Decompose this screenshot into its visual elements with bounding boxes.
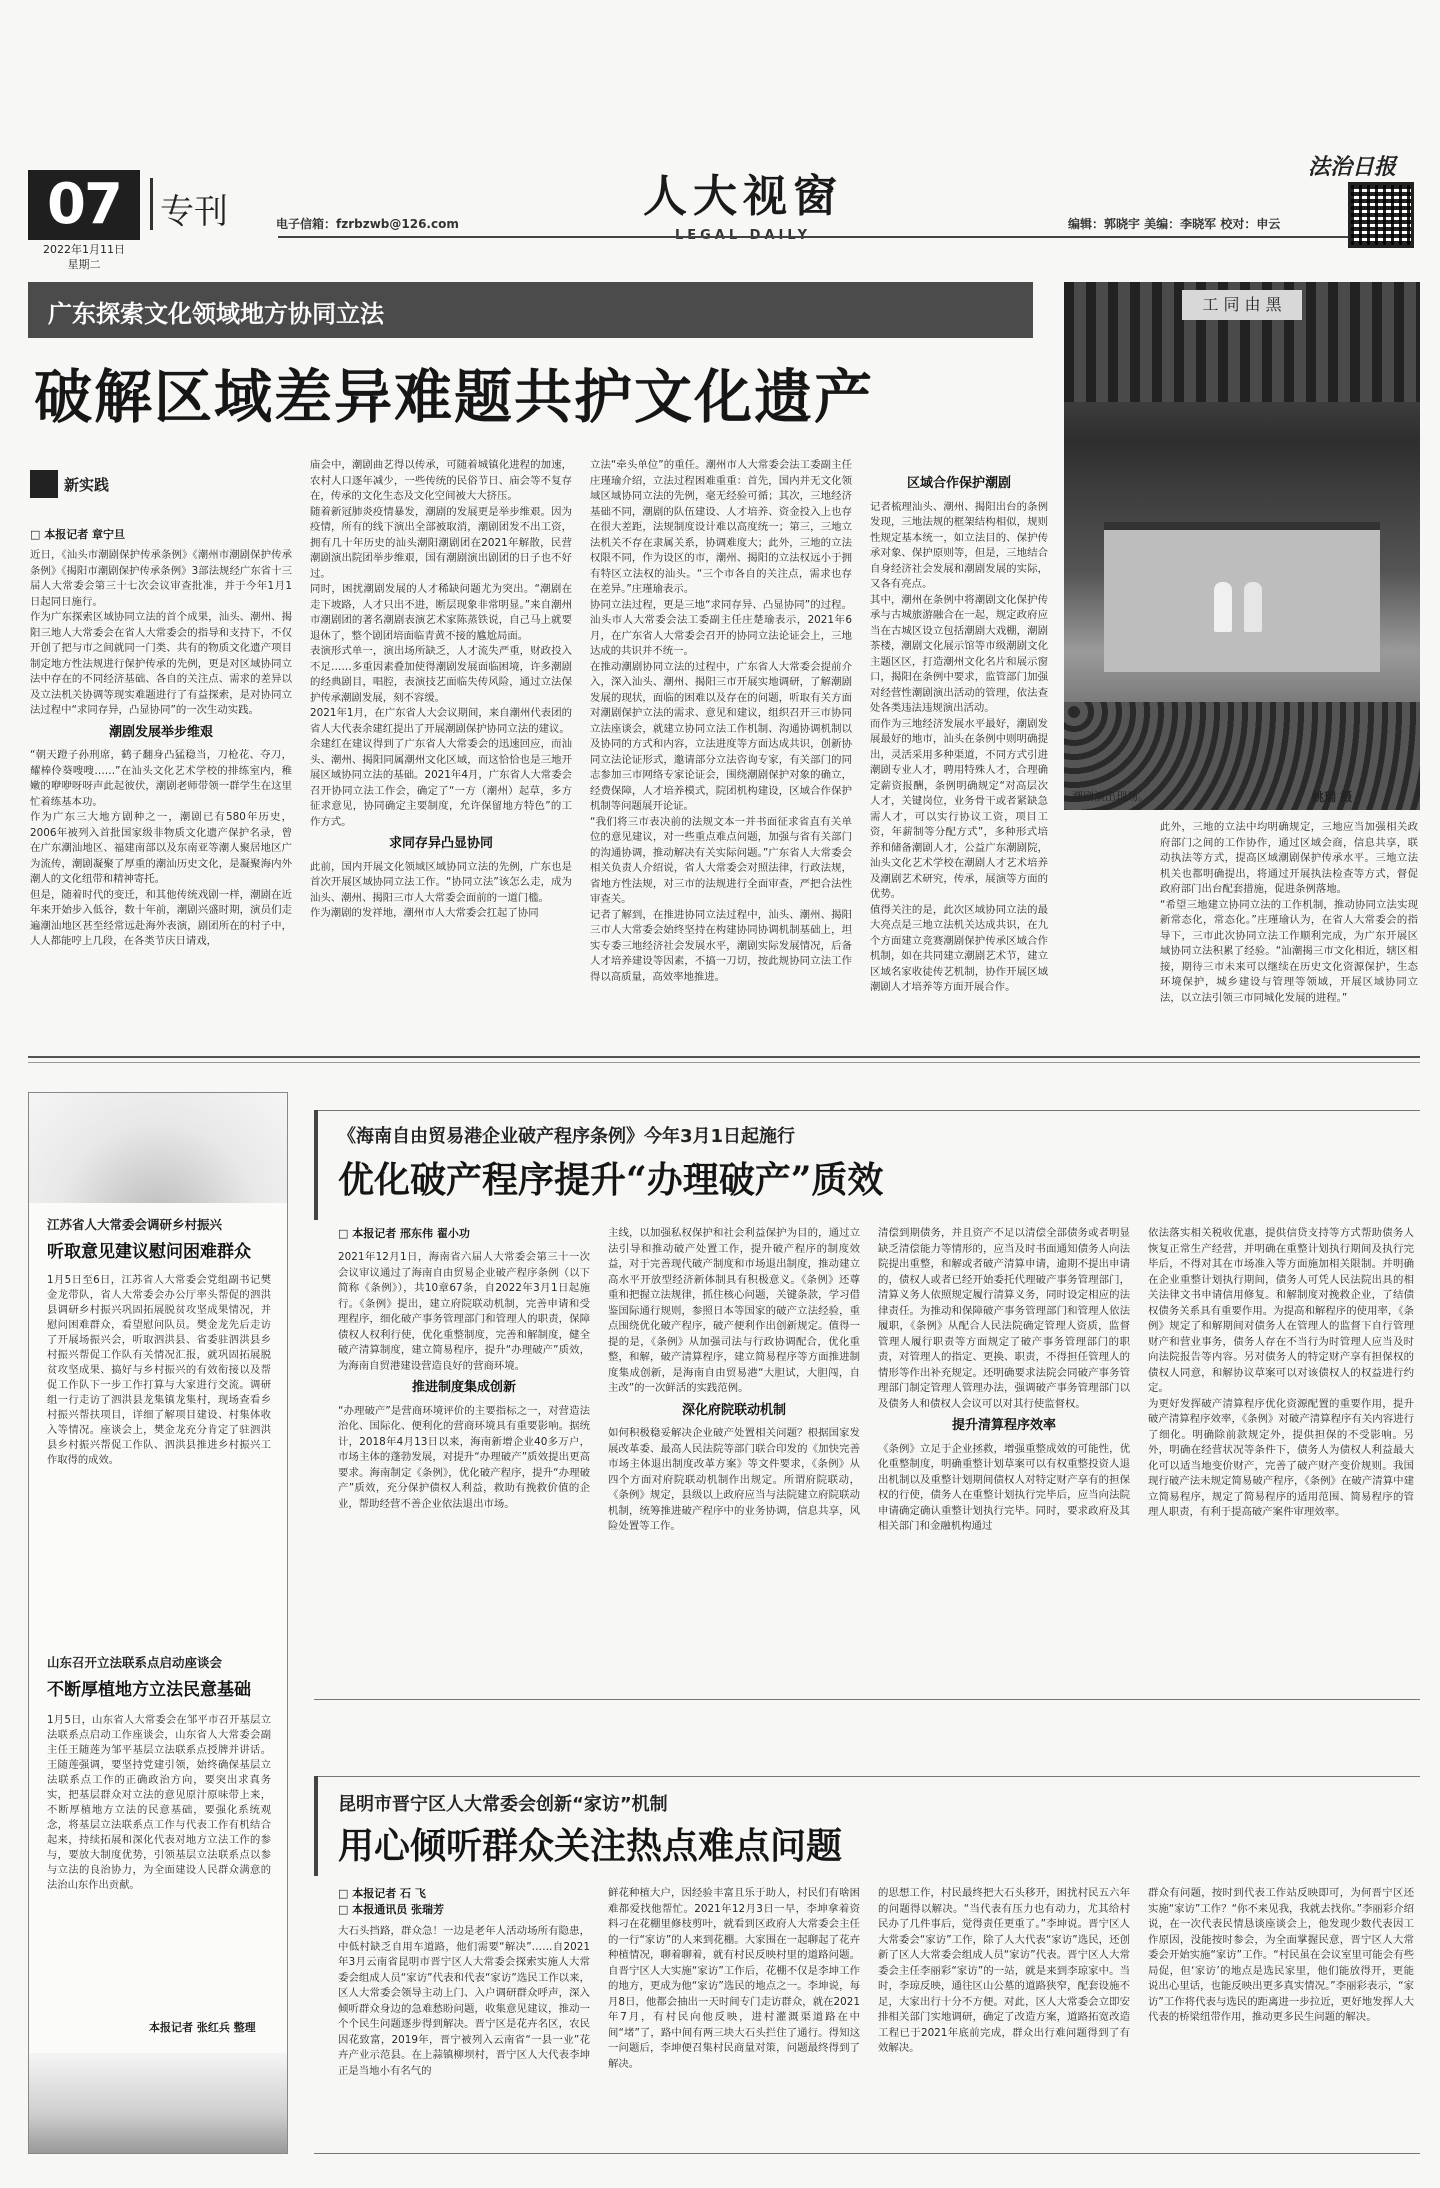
paragraph: 此前，国内开展文化领域区域协同立法的先例，广东也是首次开展区域协同立法工作。“协同立法”该怎么走，成为汕头、潮州、揭阳三市人大常委会面前的一道门槛。 (310, 860, 572, 904)
paragraph: 记者了解到，在推进协同立法过程中，汕头、潮州、揭阳三市人大常委会始终坚持在构建协同协调机制基础上，坦实专委三地经济社会发展水平，潮剧实际发展情况，后备人才培养建设等因素，不搞一刀切，按此规协同立法工作得以高质量，高效率地推进。 (590, 908, 852, 983)
paragraph: 立法“牵头单位”的重任。潮州市人大常委会法工委副主任庄瑾瑜介绍，立法过程困难重重：首先，国内并无文化领域区域协同立法的先例，毫无经验可循；其次，三地经济基础不同，潮剧的队伍建设、人才培养、资金投入上也存在很大差距，法规制度设计难以高度统一；第三，三地立法机关不存在隶属关系，协调难度大；此外，三地的立法权限不同，作为设区的市，潮州、揭阳的立法权远小于拥有特区立法权的汕头。“三个市各自的关注点，需求也存在差异。”庄瑾瑜表示。 (590, 459, 852, 595)
subheading: 求同存异凸显协同 (388, 836, 493, 851)
brief-2-headline: 不断厚植地方立法民意基础 (47, 1680, 251, 1700)
feature-headline: 破解区域差异难题共护文化遗产 (34, 363, 875, 431)
paragraph: 而作为三地经济发展水平最好，潮剧发展最好的地市，汕头在条例中则明确提出，灵活采用多种渠道，不同方式引进潮剧专业人才，聘用特殊人才，合理确定薪资报酬，条例明确规定“对高层次人才，关键岗位，业务骨干或者紧缺急需人才，可以实行协议工资，项目工资，年薪制等分配方式”，多种形式培养和储备潮剧人才，公益广东潮剧院，汕头文化艺术学校在潮剧人才艺术培养及潮剧艺术研究，传承，展演等方面的优势。 (870, 717, 1048, 900)
paragraph: 值得关注的是，此次区域协同立法的最大亮点是三地立法机关达成共识，在九个方面建立竞赛潮剧保护传承区域合作机制，如在共同建立潮剧艺术节，建立区域名家收徒传艺机制，协作开展区域潮剧人才培养等方面开展合作。 (870, 903, 1048, 993)
feature-column-4 (870, 470, 1048, 1040)
subheading: 提升清算程序效率 (951, 1418, 1056, 1433)
story-3-column-1 (338, 1924, 590, 2148)
paragraph: 为更好发挥破产清算程序优化资源配置的重要作用，提升破产清算程序效率，《条例》对破产清算程序有关内容进行了细化。明确除前款规定外，提供担保的不受影响。另外，明确在经营状况等条件下，债务人为债权人利益最大化可以适当地变价财产，完善了破产财产变价规则。我国现行破产法未规定简易破产程序，《条例》在破产清算中建立简易程序，规定了简易程序的适用范围、简易程序的管理人职责，有利于提高破产案件审理效率。 (1148, 1397, 1414, 1518)
story-2-column-3 (878, 1226, 1130, 1694)
paragraph: 同时，困扰潮剧发展的人才稀缺问题尤为突出。“潮剧在走下坡路，人才只出不进，断层现象非常明显。”来自潮州市潮剧团的著名潮剧表演艺术家陈蒸铁说，自己马上就要退休了，整个剧团培面临青黄不接的尴尬局面。 (310, 583, 572, 642)
feature-reporter: □ 本报记者 章宁旦 (30, 528, 126, 541)
paragraph: 其中，潮州在条例中将潮剧文化保护传承与古城旅游融合在一起，规定政府应当在古城区设立包括潮剧大戏棚，潮剧茶楼，潮剧文化展示馆等市级潮剧文化主题区区，打造潮州文化名片和展示窗口，揭阳在条例中要求，监管部门加强对经营性潮剧演出活动的管理，依法查处各类违法违规演出活动。 (870, 593, 1048, 714)
story-2-byline: □ 本报记者 邢东伟 翟小功 (338, 1227, 470, 1240)
issue-date-line2: 星期二 (67, 258, 101, 271)
photo-caption: 潮剧演出现场。 (1072, 790, 1149, 803)
newspaper-logo: 法治日报 (1308, 154, 1397, 180)
feature-column-3 (590, 458, 852, 1040)
paragraph: “我们将三市表决前的法规文本一并书面征求省直有关单位的意见建议，对一些重点难点问题，加强与省有关部门的沟通协调，推动解决有关实际问题。”广东省人大常委会相关负责人介绍说，省人大常委会对照法律，行政法规，省地方性法规，对三市的法规进行全面审查，严把合法性审查关。 (590, 815, 852, 905)
brief-2-credit: 本报记者 张红兵 整理 (149, 2021, 256, 2034)
paragraph: 大石头挡路，群众急！一边是老年人活动场所有隐患，中低村缺乏自用车道路，他们需要“解决”……自2021年3月云南省昆明市晋宁区人大常委会探索实施人大常委会组成人员“家访”代表和代表“家访”选民工作以来，区人大常委会领导主动上门、入户调研群众呼声，深入倾听群众身边的急难愁盼问题，收集意见建议，推动一个个民生问题逐步得到解决。晋宁区是花卉名区，农民因花致富，2019年，晋宁被列入云南省“一县一业”花卉产业示范县。在上蒜镇柳坝村，晋宁区人大代表李坤正是当地小有名气的 (338, 1925, 590, 2077)
feature-column-5 (1160, 820, 1418, 1040)
story-3-byline-correspondent: □ 本报通讯员 张瑞芳 (338, 1903, 445, 1916)
paragraph: 此外，三地的立法中均明确规定，三地应当加强相关政府部门之间的工作协作，通过区域会商，信息共享，联动执法等方式，提高区域潮剧保护传承水平。三地立法机关也都明确提出，将通过开展执法检查等方式，督促政府部门出台配套措施，促进条例落地。 (1160, 821, 1418, 895)
paragraph: 《条例》立足于企业拯救，增强重整成效的可能性，优化重整制度，明确重整计划草案可以有权重整投资人退出机制以及重整计划期间债权人对特定财产享有的担保权的行使，债务人在重整计划执行完毕后，应当向法院申请确定确认重整计划执行完毕。同时，要求政府及其相关部门和金融机构通过 (878, 1442, 1130, 1532)
subheading: 推进制度集成创新 (411, 1380, 516, 1395)
paragraph: “办理破产”是营商环境评价的主要指标之一，对营造法治化、国际化、便利化的营商环境具有重要影响。据统计，2018年4月13日以来，海南新增企业40多万户，市场主体的蓬勃发展，对提升“办理破产”质效提出更高要求。海南制定《条例》，优化破产程序，提升“办理破产”质效，充分保护债权人利益，救助有挽救价值的企业，帮助经营不善企业依法退出市场。 (338, 1404, 590, 1510)
photo-credit: 姚瑞 摄 (1312, 790, 1353, 804)
section-name: 专刊 (160, 192, 228, 232)
stage-sign: 工 同 由 黑 (1182, 290, 1302, 320)
story-2-accent (314, 1110, 318, 1220)
paragraph: 群众有问题，按时到代表工作站反映即可，为何晋宁区还实施“家访”工作？“你不来见我，我就去找你。”李丽彩介绍说，在一次代表民情恳谈座谈会上，他发现少数代表因工作原因，没能按时参会，为全面掌握民意，晋宁区人大常委会开始实施“家访”工作。“村民虽在会议室里可能会有些局促，但‘家访’的地点是选民家里，他们能放得开，更能说出心里话，也能反映出更多真实情况。”李丽彩表示，“家访”工作将代表与选民的距离进一步拉近，更好地发挥人大代表的桥梁纽带作用，推动更多民生问题的解决。 (1148, 1887, 1414, 2023)
photo-stage (1104, 522, 1380, 672)
brief-1-body: 1月5日至6日，江苏省人大常委会党组副书记樊金龙带队，省人大常委会办公厅率头帮促的泗洪县调研乡村振兴巩固拓展脱贫攻坚成果情况，并慰问困难群众，看望慰问队员。樊金龙先后走访了开展场振兴会，听取泗洪县、省委驻泗洪县乡村振兴帮促工作队有关情况汇报，就巩固拓展脱贫攻坚成果、搞好与乡村振兴的有效衔接以及帮促工作队下一步工作打算与大家进行交流。调研组一行走访了泗洪县龙集镇龙集村，现场查看乡村振兴帮扶项目，详细了解项目建设、村集体收入等情况。座谈会上，樊金龙充分肯定了驻泗洪县乡村振兴帮促工作队、泗洪县推进乡村振兴工作取得的成效。 (47, 1274, 271, 1466)
story-2-column-2 (608, 1226, 860, 1694)
paragraph: 庙会中，潮剧曲艺得以传承，可随着城镇化进程的加速，农村人口逐年减少，一些传统的民俗节日、庙会等不复存在，传承的文化生态及文化空间被大大挤压。 (310, 459, 572, 502)
paragraph: 2021年1月，在广东省人大会议期间，来自潮州代表团的省人大代表余建红提出了开展潮剧保护协同立法的建议。 (310, 707, 572, 735)
subheading: 深化府院联动机制 (681, 1402, 786, 1418)
issue-date-line1: 2022年1月11日 (43, 243, 125, 256)
feature-column-2 (310, 458, 572, 1040)
page-brand (628, 170, 858, 243)
news-brief-sidebar (28, 1092, 288, 2154)
paragraph: 表演形式单一，演出场所缺乏，人才流失严重，财政投入不足……多重因素叠加使得潮剧发展面临困境，许多潮剧的经典剧目，唱腔，表演技艺面临失传风险，通过立法保护传承潮剧发展，刻不容缓。 (310, 645, 572, 704)
story-2-column-4 (1148, 1226, 1414, 1694)
feature-column-1 (30, 548, 292, 1040)
story-3-byline-reporter: □ 本报记者 石 飞 (338, 1887, 426, 1900)
subheading: 区域合作保护潮剧 (906, 476, 1011, 491)
paragraph: 依法落实相关税收优惠，提供信贷支持等方式帮助债务人恢复正常生产经营，并明确在重整计划执行期间及执行完毕后，不得对其在市场准入等方面施加相关限制。并明确在企业重整计划执行期间，债务人可凭人民法院出具的相关法律文书申请信用修复。和解制度对挽救企业，了结债权债务关系具有重要作用。为提高和解程序的使用率，《条例》规定了和解期间对债务人在管理人的监督下自行管理财产和营业事务，债务人存在不当行为时管理人应当及时向法院报告等内容。另对债务人的特定财产享有担保权的债权人同意，和解协议草案可以对该债权人的权益进行约定。 (1148, 1227, 1414, 1394)
paragraph: 余建红在建议得到了广东省人大常委会的迅速回应，而汕头、潮州、揭阳同属潮州文化区域，而这恰恰也是三地开展区域协同立法的基础。2021年4月，广东省人大常委会召开协同立法工作会，确定了“一方（潮州）起草，多方征求意见，协同确定主要制度，允许保留地方特色”的工作方式。 (310, 738, 572, 828)
brief-1-headline: 听取意见建议慰问困难群众 (47, 1242, 251, 1262)
paragraph: 2021年12月1日，海南省六届人大常委会第三十一次会议审议通过了海南自由贸易企业破产程序条例（以下简称《条例》），共10章67条，自2022年3月1日起施行。《条例》提出，建立府院联动机制，完善申请和受理程序，细化破产事务管理部门和管理人的职责，保障债权人权利行使，优化重整制度，完善和解制度，健全破产清算制度，建立简易程序，提升“办理破产”质效，为海南自贸港建设营造良好的营商环境。 (338, 1251, 590, 1372)
issue-date (28, 242, 140, 272)
paragraph: 清偿到期债务，并且资产不足以清偿全部债务或者明显缺乏清偿能力等情形的，应当及时书面通知债务人向法院提出重整，和解或者破产清算申请，逾期不提出申请的，债权人或者已经开始委托代理破产事务管理部门，清算义务人依照规定履行清算义务，同时设定相应的法律责任。为推动和保障破产事务管理部门和管理人依法履职，《条例》从配合人民法院确定管理人资质，监督管理人履行职责等方面规定了破产事务管理部门的职责，对管理人的指定、更换、职责，不得担任管理人的情形等作出补充规定。还明确要求法院会同破产事务管理部门制定管理人管理办法，强调破产事务管理部门以及债务人和债权人会议可以对其行使监督权。 (878, 1227, 1130, 1410)
paragraph: 鲜花种植大户，因经验丰富且乐于助人，村民们有啥困难都爱找他帮忙。2021年12月3日一早，李坤拿着资料刁在花棚里修枝剪叶，就看到区政府人大常委会主任的一行“家访”的人来到花棚。大家围在一起聊起了花卉种植情况，聊着聊着，就有村民反映村里的道路问题。自晋宁区人大实施“家访”工作后，花棚不仅是李坤工作的地方，更成为他“家访”选民的地点之一。李坤说，每月8日，他都会抽出一天时间专门走访群众，就在2021年7月，有村民向他反映，进村灌溉渠道路在中间“堵”了，路中间有两三块大石头拦住了通行。得知这一问题后，李坤便召集村民商量对策，问题最终得到了解决。 (608, 1887, 860, 2070)
paragraph: 近日，《汕头市潮剧保护传承条例》《潮州市潮剧保护传承条例》《揭阳市潮剧保护传承条例》3部法规经广东省十三届人大常委会第三十七次会议审查批准，并于今年1月1日起同日施行。 (30, 549, 292, 608)
paragraph: 在推动潮剧协同立法的过程中，广东省人大常委会提前介入，深入汕头、潮州、揭阳三市开展实地调研，了解潮剧发展的现状，面临的困难以及存在的问题，听取有关方面对潮剧保护立法的需求、意见和建议，组织召开三市协同立法座谈会，就建立协同立法工作机制、沟通协调机制以及协同的方式和内容，立法进度等方面达成共识，创新协同立法论证形式，邀请部分立法咨询专家，有关部门的同志参加三市网络专家论证会，围绕潮剧保护对象的确立，经费保障，人才培养模式，院团机构建设，区域合作保护机制等问题展开论证。 (590, 660, 852, 812)
column-logo-icon (30, 470, 58, 498)
paragraph: 作为广东三大地方剧种之一，潮剧已有580年历史，2006年被列入首批国家级非物质文化遗产保护名录，曾在广东潮汕地区、福建南部以及东南亚等潮人聚居地区广为流传，潮剧凝聚了厚重的潮汕历史文化，是凝聚海内外潮人的文化纽带和精神寄托。 (30, 811, 292, 885)
story-2-column-1 (338, 1250, 590, 1694)
story-3-byline (338, 1886, 444, 1918)
section-divider (150, 178, 153, 230)
page-number: 07 (28, 170, 140, 240)
story-3-accent (314, 1776, 318, 1876)
paragraph: 的思想工作，村民最终把大石头移开，困扰村民五六年的问题得以解决。“当代表有压力也有动力，尤其给村民办了几件事后，觉得责任更重了。”李坤说。晋宁区人大常委会“家访”工作，除了人大代表“家访”选民，还创新了区人大常委会组成人员“家访”代表。晋宁区人大常委会主任李丽彩“家访”的一站，就是来到李琼家中。当时，李琼反映，通往区山公墓的道路狭窄，配套设施不足，大家出行十分不方便。对此，区人大常委会立即安排相关部门实地调研，确定了改造方案，道路拓宽改造工程已于2021年底前完成，群众出行难问题得到了有效解决。 (878, 1887, 1130, 2054)
paragraph: 作为潮剧的发祥地，潮州市人大常委会扛起了协同 (310, 907, 539, 919)
column-tag: 新实践 (64, 476, 110, 494)
brief-1-kicker: 江苏省人大常委会调研乡村振兴 (47, 1217, 223, 1232)
performer-figure (1244, 582, 1262, 632)
story-2-headline: 优化破产程序提升“办理破产”质效 (338, 1159, 884, 1201)
brief-2-kicker: 山东召开立法联系点启动座谈会 (47, 1655, 223, 1670)
paragraph: 作为广东探索区域协同立法的首个成果，汕头、潮州、揭阳三地人大常委会在省人大常委会的指导和支持下，不仅开创了把与市之间就同一门类、共有的物质文化遗产项目制定地方性法规进行保护传承的先例，更是对区域协同立法中存在的不同经济基础、各自的关注点、需求的差异以及立法机关协调等现实难题进行了有益探索，是对协同立法过程中“求同存异，凸显协同”的一次生动实践。 (30, 611, 292, 716)
opera-performance-photo (1064, 282, 1420, 810)
story-3-column-3 (878, 1886, 1130, 2148)
story-3-kicker: 昆明市晋宁区人大常委会创新“家访”机制 (338, 1794, 668, 1815)
brief-2-body: 1月5日，山东省人大常委会在邹平市召开基层立法联系点启动工作座谈会，山东省人大常委会副主任王随莲为邹平基层立法联系点授牌并讲话。王随莲强调，要坚持党建引领，始终确保基层立法联系点工作的正确政治方向，要突出求真务实，把基层群众对立法的意见原汁原味带上来，不断厚植地方立法的民意基础，要强化系统观念，将基层立法联系点工作与代表工作有机结合起来，持续拓展和深化代表对地方立法工作的参与，要放大制度优势，引领基层立法联系点以参与立法的良治协力，为全面建设人民群众满意的法治山东作出贡献。 (47, 1714, 271, 1891)
story-3-column-2 (608, 1886, 860, 2148)
masthead-rule (278, 236, 1388, 238)
performer-figure (1214, 582, 1232, 632)
hall-illustration (29, 1093, 287, 1203)
section-separator (28, 1056, 1420, 1058)
paragraph: “希望三地建立协同立法的工作机制，推动协同立法实现新常态化，常态化。”庄瑾瑜认为，在省人大常委会的指导下，三市此次协同立法工作顺利完成，为广东开展区域协同立法积累了经验。“汕潮揭三市文化相近，辖区相接，期待三市未来可以继续在历史文化资源保护，生态环境保护，城乡建设与管理等领域，开展区域协同立法，以立法引领三市同城化发展的进程。” (1160, 898, 1418, 1004)
paragraph: 主线，以加强私权保护和社会利益保护为目的，通过立法引导和推动破产处置工作，提升破产程序的制度效益，对于完善现代破产制度和市场退出制度，推动建立高水平开放型经济新体制具有积极意义。《条例》还尊重和把握立法规律，抓住核心问题，关键条款，学习借鉴国际通行规则，参照日本等国家的破产立法经验，重点围绕优化破产程序，破产便利作出创新规定。值得一提的是，《条例》从加强司法与行政协调配合，优化重整，和解，破产清算程序，建立简易程序等方面推进制度集成创新，是海南自由贸易港“大胆试，大胆闯，自主改”的一次鲜活的实践范例。 (608, 1227, 860, 1394)
brand-title: 人大视窗 (643, 171, 843, 222)
subheading: 潮剧发展举步维艰 (108, 724, 213, 740)
masthead (28, 154, 1420, 271)
paragraph: “朝天蹬子孙刑席，鹤子翻身凸猛稳当，刀枪花、夺刀，耀棒伶葵嗖嗖……”在汕头文化艺术学校的排练室内，稚嫩的咿咿呀呀声此起彼伏，潮剧老师带领一群学生在这里忙着练基本功。 (30, 749, 292, 808)
great-wall-illustration (29, 2053, 287, 2153)
story-2-kicker: 《海南自由贸易港企业破产程序条例》今年3月1日起施行 (338, 1126, 796, 1147)
contact-email: 电子信箱：fzrbzwb@126.com (276, 217, 459, 231)
paragraph: 如何积极稳妥解决企业破产处置相关问题？根据国家发展改革委、最高人民法院等部门联合印发的《加快完善市场主体退出制度改革方案》等文件要求，《条例》从四个方面对府院联动机制作出规定。所谓府院联动，《条例》规定，县级以上政府应当与法院建立府院联动机制，统筹推进破产程序中的业务协调，信息共享，风险处置等工作。 (608, 1427, 860, 1532)
paragraph: 但是，随着时代的变迁，和其他传统戏剧一样，潮剧在近年来开始步入低谷，数十年前，潮剧兴盛时期，演员们走遍潮汕地区甚至经常远赴海外表演，剧团所在的村子中，人人都能哼上几段，在各类节庆日请戏， (30, 888, 292, 947)
feature-kicker: 广东探索文化领域地方协同立法 (48, 300, 384, 328)
qr-code-icon (1348, 182, 1414, 248)
paragraph: 随着新冠肺炎疫情暴发，潮剧的发展更是举步维艰。因为疫情，所有的线下演出全部被取消，潮剧团发不出工资，拥有几十年历史的汕头潮阳潮剧团在2021年解散，民营潮剧演出院团举步维艰，国有潮剧演出剧团的日子也不好过。 (310, 505, 572, 580)
story-3-column-4 (1148, 1886, 1414, 2148)
editor-credits: 编辑：郭晓宇 美编：李晓军 校对：申云 (1068, 217, 1281, 231)
paragraph: 协同立法过程，更是三地“求同存异、凸显协同”的过程。汕头市人大常委会法工委副主任庄楚瑜表示，2021年6月，在广东省人大常委会召开的协同立法论证会上，三地达成的共识并不统一。 (590, 598, 852, 657)
story-3-headline: 用心倾听群众关注热点难点问题 (338, 1825, 843, 1867)
section-separator (28, 1062, 1420, 1063)
paragraph: 记者梳理汕头、潮州、揭阳出台的条例发现，三地法规的框架结构相似，规则性规定基本统一，如立法目的、保护传承对象、保护原则等，但是，三地结合自身经济社会发展和潮剧发展的实际，又各有亮点。 (870, 500, 1048, 590)
